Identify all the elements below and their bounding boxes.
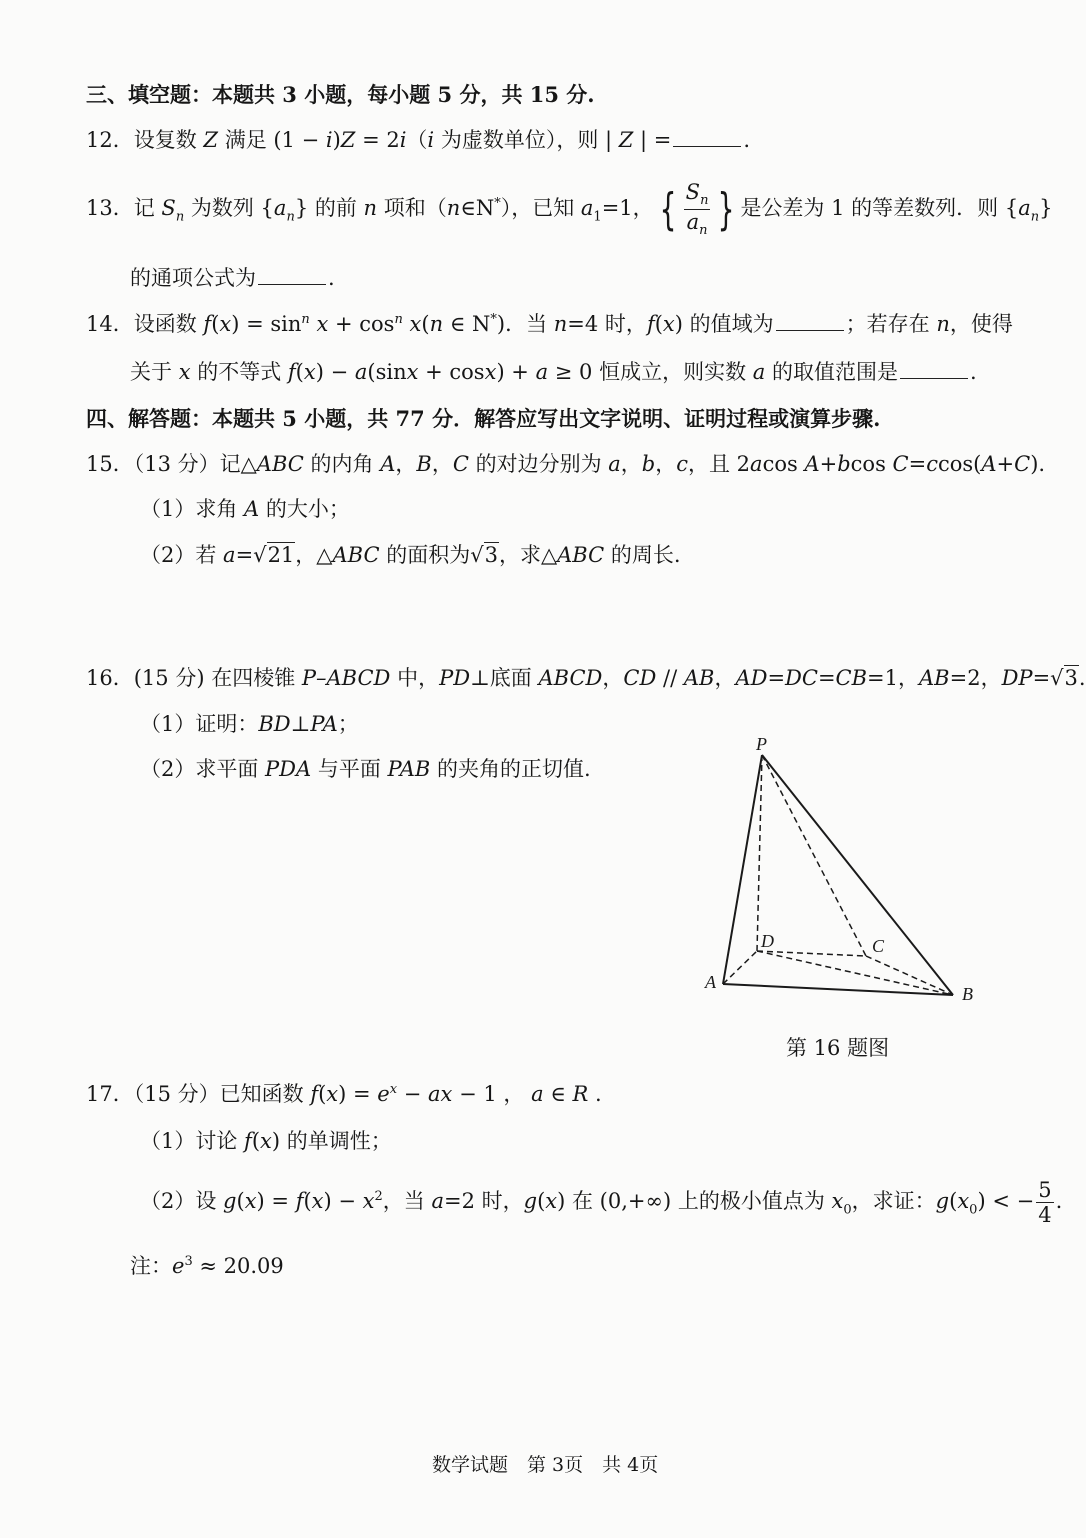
label-A: A <box>705 972 716 992</box>
section-header-solutions: 四、解答题：本题共 5 小题，共 77 分．解答应写出文字说明、证明过程或演算步骤. <box>86 406 881 431</box>
question-14-line2: 关于 x 的不等式 f(x) − a(sinx + cosx) + a ≥ 0 恒成立，则实数 a 的取值范围是 . <box>130 360 977 384</box>
answer-blank <box>258 266 326 285</box>
question-17-part1: （1）讨论 f(x) 的单调性； <box>140 1129 392 1153</box>
answer-blank <box>900 360 968 379</box>
section-header-fill-in: 三、填空题：本题共 3 小题，每小题 5 分，共 15 分. <box>86 82 595 107</box>
question-13-line2: 的通项公式为 . <box>130 266 335 290</box>
fraction-sn-over-an: $\frac{S_n}{a_n}$ <box>685 180 709 239</box>
answer-blank <box>673 128 741 147</box>
question-14: 14．设函数 $f(x) = \sin^n x + \cos^n x(n$ ∈ N*)．当 n=4 时，f(x) 的值域为 ；若存在 n，使得 <box>86 312 1013 336</box>
question-15: 15．（13 分）记△ABC 的内角 A，B，C 的对边分别为 a，b，c，且 2acos A+bcos C=ccos(A+C). <box>86 452 1046 476</box>
edge-PC <box>762 755 866 956</box>
label-P: P <box>756 734 767 754</box>
edge-PA <box>723 755 762 984</box>
edge-DC <box>757 951 866 956</box>
question-15-part1: （1）求角 A 的大小； <box>140 497 350 521</box>
figure-caption: 第 16 题图 <box>786 1036 890 1060</box>
question-13: 13．记 $S_n$ 为数列 $\{a_n\}$ 的前 n 项和（n∈N*），已知 $a_1=1$， { $\frac{S_n}{a_n}$ } 是公差为 1 的等差数列．则 $\{a_n\}$ <box>86 180 1053 239</box>
note: 注：$e^3 \approx 20.09$ <box>130 1254 284 1278</box>
question-17: 17．（15 分）已知函数 $f(x) = e^x$ − ax − 1 ， a ∈ R . <box>86 1082 602 1106</box>
question-15-part2: （2）若 a=√21，△ABC 的面积为√3，求△ABC 的周长. <box>140 543 681 567</box>
answer-blank <box>776 312 844 331</box>
question-16-part2: （2）求平面 PDA 与平面 PAB 的夹角的正切值. <box>140 757 591 781</box>
pyramid-figure <box>700 730 1000 1010</box>
label-D: D <box>761 931 774 951</box>
edge-AB <box>723 984 953 995</box>
fraction-five-quarters: $\frac{5}{4}$ <box>1038 1178 1052 1228</box>
question-16: 16．(15 分) 在四棱锥 P–ABCD 中，PD⊥底面 ABCD，CD // AB，AD=DC=CB=1，AB=2，DP=√3. <box>86 666 1086 690</box>
page-footer: 数学试题 第 3页 共 4页 <box>432 1454 659 1476</box>
question-12: 12．设复数 Z 满足 (1 − i)Z = 2i（i 为虚数单位），则 | Z | = . <box>86 128 751 152</box>
label-B: B <box>962 984 973 1004</box>
question-17-part2: （2）设 $g(x) = f(x) - x^2$，当 a=2 时，g(x) 在 (0,+∞) 上的极小值点为 $x_0$，求证：$g(x_0)$ < − $\frac{5}{4}$ . <box>140 1178 1063 1228</box>
label-C: C <box>872 936 885 956</box>
question-16-part1: （1）证明：BD⊥PA； <box>140 712 359 736</box>
edge-CB <box>866 956 953 995</box>
